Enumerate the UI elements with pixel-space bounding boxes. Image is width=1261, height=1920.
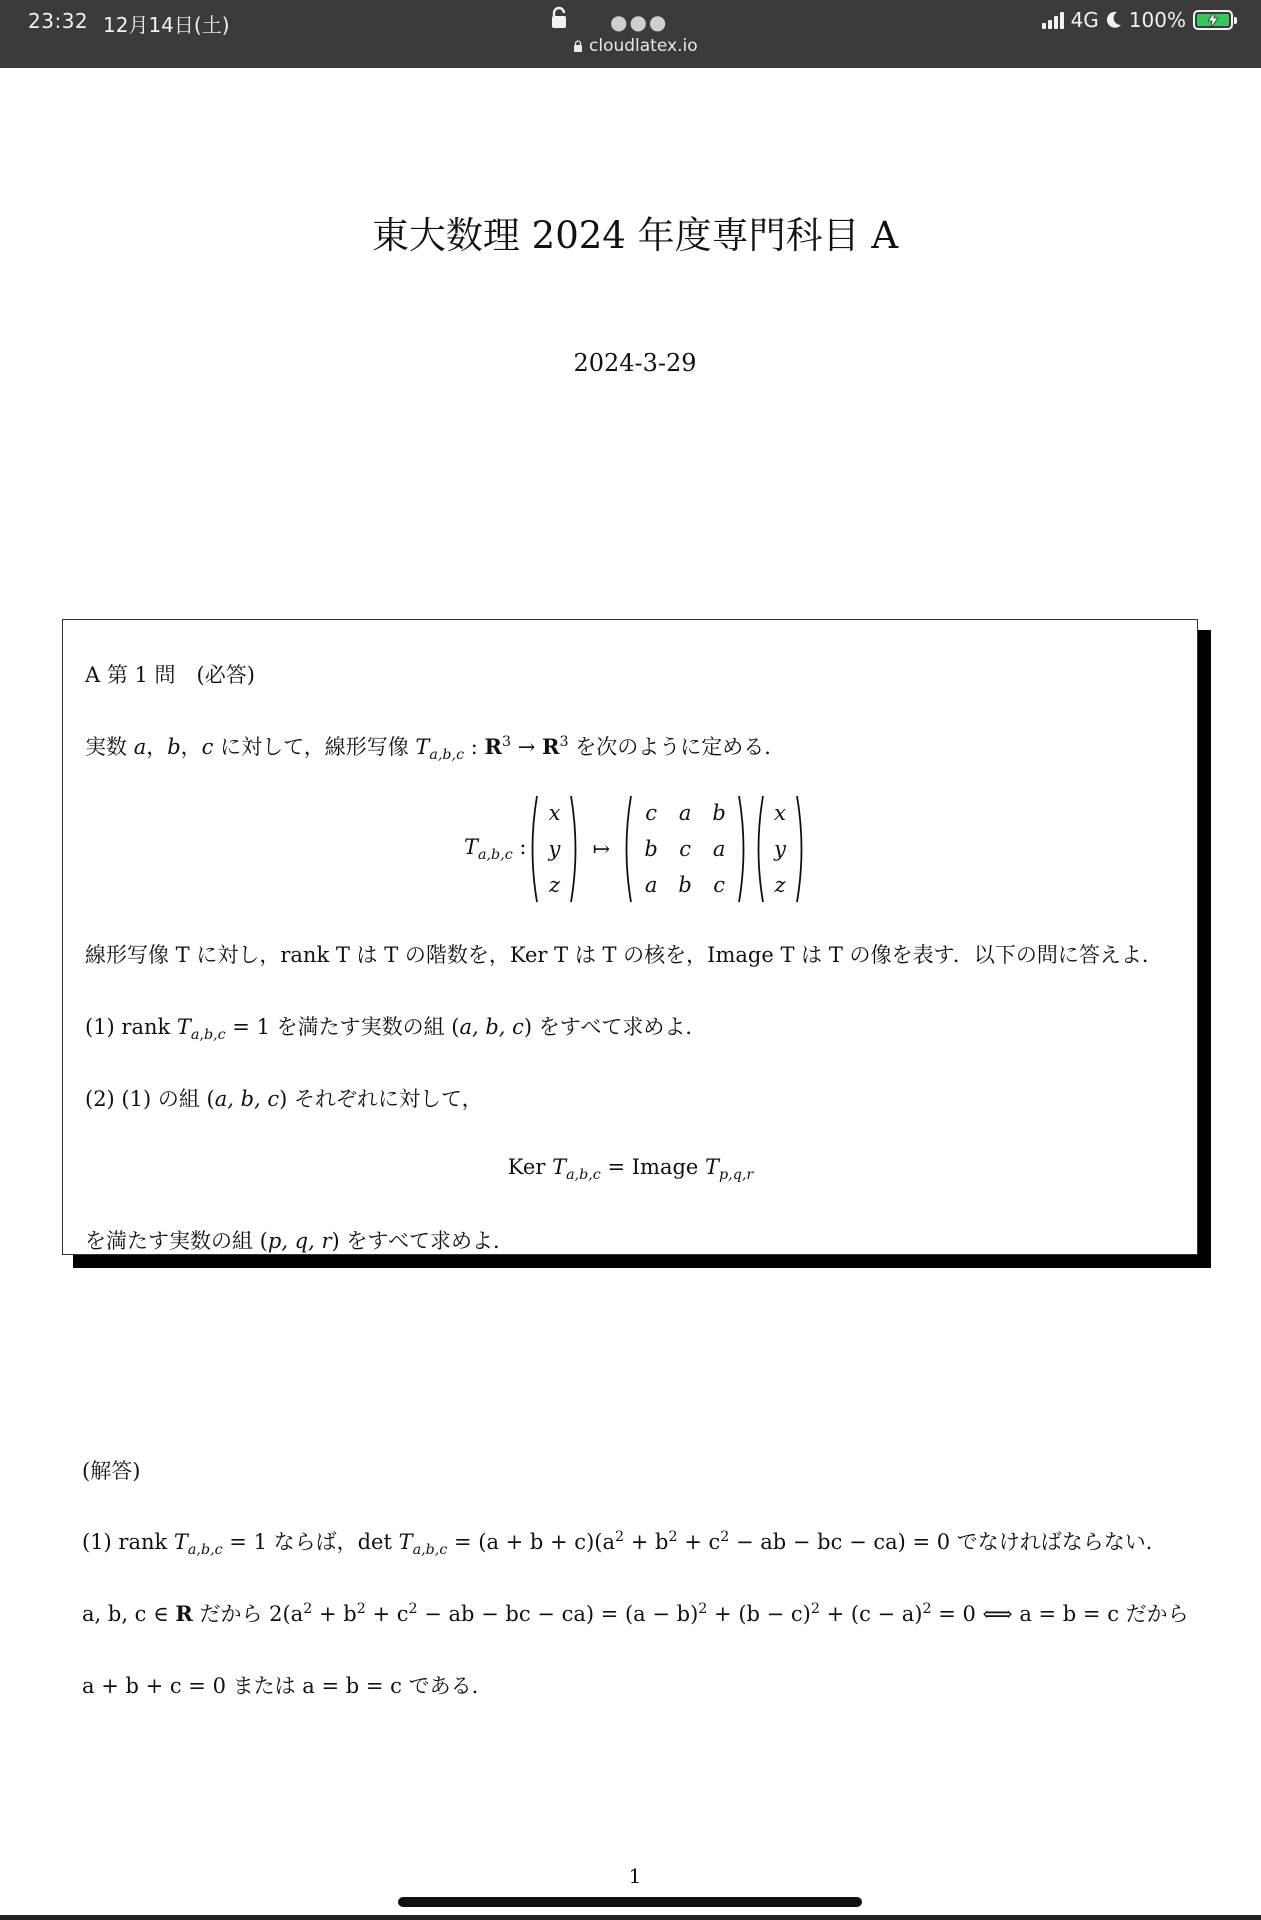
answer-line-2: a, b, c ∈ R だから $2(a^2 + b^2 + c^2$ − ab − bc − $ca) = (a - b)^2 + (b - c)^2 + (c - a)^2 = 0$ ⟺ a = b = c だから <box>82 1601 1189 1626</box>
battery-cap <box>1234 17 1237 24</box>
matrix-lhs: $T_{a,b,c}$ : <box>464 835 527 863</box>
document-date: 2024-3-29 <box>573 349 697 377</box>
network-type: 4G <box>1070 8 1099 32</box>
battery-percent: 100% <box>1128 8 1186 32</box>
question-1: (1) rank $T_{a,b,c} = 1$ を満たす実数の組 (a, b, c) をすべて求めよ． <box>85 1015 707 1043</box>
bottom-edge <box>0 1915 1261 1920</box>
question-2-end: を満たす実数の組 (p, q, r) をすべて求めよ． <box>85 1229 514 1253</box>
document-title: 東大数理 2024 年度専門科目 A <box>371 214 899 257</box>
url-text: cloudlatex.io <box>589 36 698 56</box>
mapsto-symbol: ↦ <box>592 837 611 861</box>
coefficient-matrix: c a b b c a a b c <box>620 794 750 904</box>
problem-intro: 実数 a，b，c に対して，線形写像 $T_{a,b,c}$ : $R^3 \to R^3$ を次のように定める． <box>85 734 786 763</box>
moon-icon <box>1106 11 1122 29</box>
problem-heading: A 第 1 問 (必答) <box>85 663 255 687</box>
home-indicator[interactable] <box>398 1897 862 1907</box>
input-vector: x y z <box>526 794 582 904</box>
status-time: 23:32 <box>28 9 89 33</box>
signal-icon <box>1042 11 1064 29</box>
lock-icon <box>549 6 569 30</box>
output-vector: x y z <box>752 794 808 904</box>
secure-lock-icon <box>573 40 583 52</box>
answer-line-1: (1) rank $T_{a,b,c} = 1$ ならば，$\det T_{a,b,c} = (a + b + c)(a^2 + b^2 + c^2$ − ab − bc − ca) = 0 でなければならない． <box>82 1529 1167 1558</box>
question-2-equation: Ker $T_{a,b,c}$ = Image $T_{p,q,r}$ <box>507 1155 754 1183</box>
matrix-equation <box>464 794 808 904</box>
address-bar[interactable] <box>573 36 698 56</box>
question-2: (2) (1) の組 (a, b, c) それぞれに対して， <box>85 1087 483 1111</box>
problem-definitions: 線形写像 T に対し，rank T は T の階数を，Ker T は T の核を，Image T は T の像を表す．以下の問に答えよ． <box>85 943 1163 967</box>
status-bar <box>0 0 1261 68</box>
answer-line-3: a + b + c = 0 または a = b = c である． <box>82 1674 493 1698</box>
answer-heading: (解答) <box>82 1459 141 1483</box>
battery-icon <box>1193 10 1233 30</box>
more-options-icon[interactable]: ●●● <box>610 10 669 34</box>
page-number: 1 <box>628 1864 642 1888</box>
status-date: 12月14日(土) <box>103 13 230 37</box>
status-right <box>1042 8 1233 32</box>
charging-bolt-icon <box>1206 12 1220 28</box>
